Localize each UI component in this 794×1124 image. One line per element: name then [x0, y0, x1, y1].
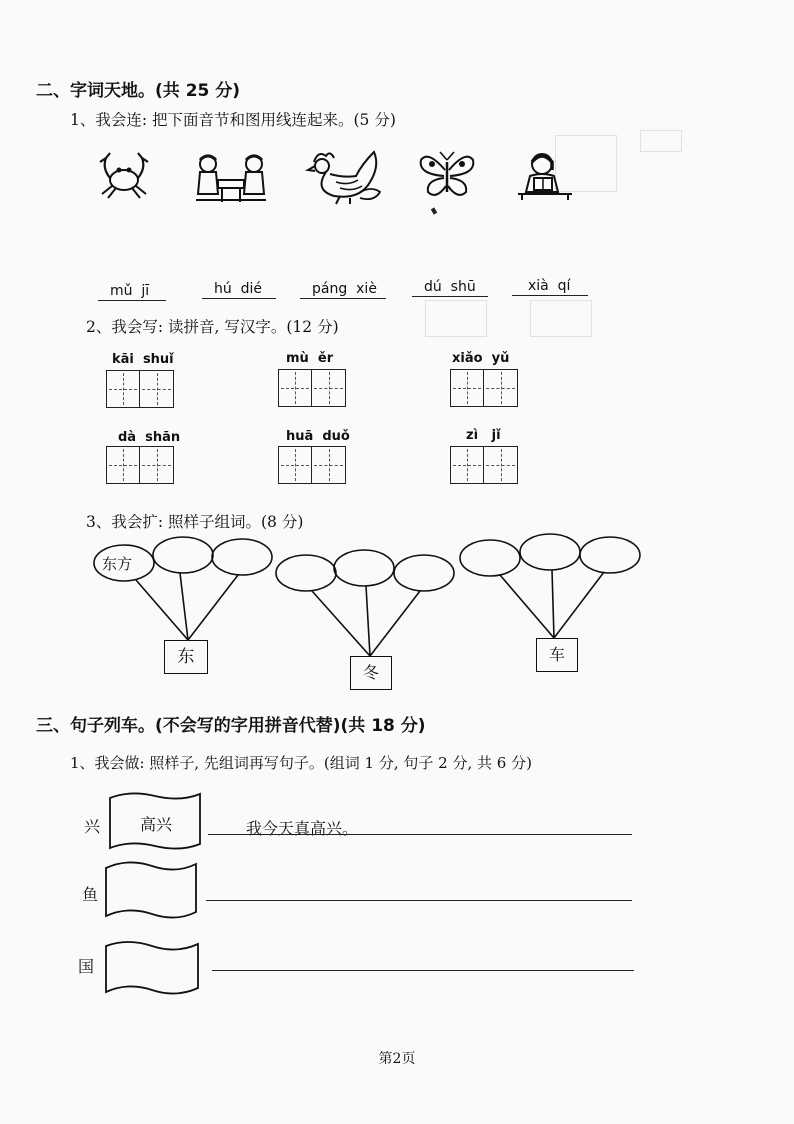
- write-item-4-pinyin: dà shān: [118, 430, 181, 445]
- syllable-5: xià qí: [528, 278, 571, 294]
- row-2-char: 鱼: [82, 885, 99, 904]
- row-3-char: 国: [78, 957, 95, 976]
- tree-2-root: 冬: [350, 656, 392, 690]
- row-1-word: 高兴: [140, 815, 173, 834]
- q2-prompt: 2、我会写: 读拼音, 写汉字。(12 分): [86, 318, 339, 336]
- row-1-char: 兴: [84, 817, 101, 836]
- write-item-2-pinyin: mù ěr: [286, 351, 334, 366]
- syllable-1: mǔ jī: [110, 283, 150, 299]
- q1-prompt: 1、我会连: 把下面音节和图用线连起来。(5 分): [70, 111, 396, 129]
- tree-1-root: 东: [164, 640, 208, 674]
- write-item-6-pinyin: zì jǐ: [466, 428, 501, 443]
- example-word: 东方: [102, 555, 133, 573]
- syllable-2: hú dié: [214, 281, 263, 297]
- write-item-5-pinyin: huā duǒ: [286, 429, 350, 444]
- section-2-title: 二、字词天地。(共 25 分): [36, 81, 241, 101]
- syllable-4: dú shū: [424, 279, 476, 295]
- syllable-3: páng xiè: [312, 281, 377, 297]
- q3-prompt: 3、我会扩: 照样子组词。(8 分): [86, 513, 304, 531]
- section-3-title: 三、句子列车。(不会写的字用拼音代替)(共 18 分): [36, 716, 426, 736]
- write-item-3-pinyin: xiǎo yǔ: [452, 351, 510, 366]
- row-1-sentence: 我今天真高兴。: [246, 819, 359, 838]
- row-1-sentence-line[interactable]: [208, 834, 632, 835]
- row-2-sentence-line[interactable]: [206, 900, 632, 901]
- page-number: 第2页: [378, 1051, 416, 1067]
- tree-3-root: 车: [536, 638, 578, 672]
- s3-q1-prompt: 1、我会做: 照样子, 先组词再写句子。(组词 1 分, 句子 2 分, 共 6 分): [70, 754, 532, 772]
- write-item-1-pinyin: kāi shuǐ: [112, 352, 174, 367]
- row-3-sentence-line[interactable]: [212, 970, 634, 971]
